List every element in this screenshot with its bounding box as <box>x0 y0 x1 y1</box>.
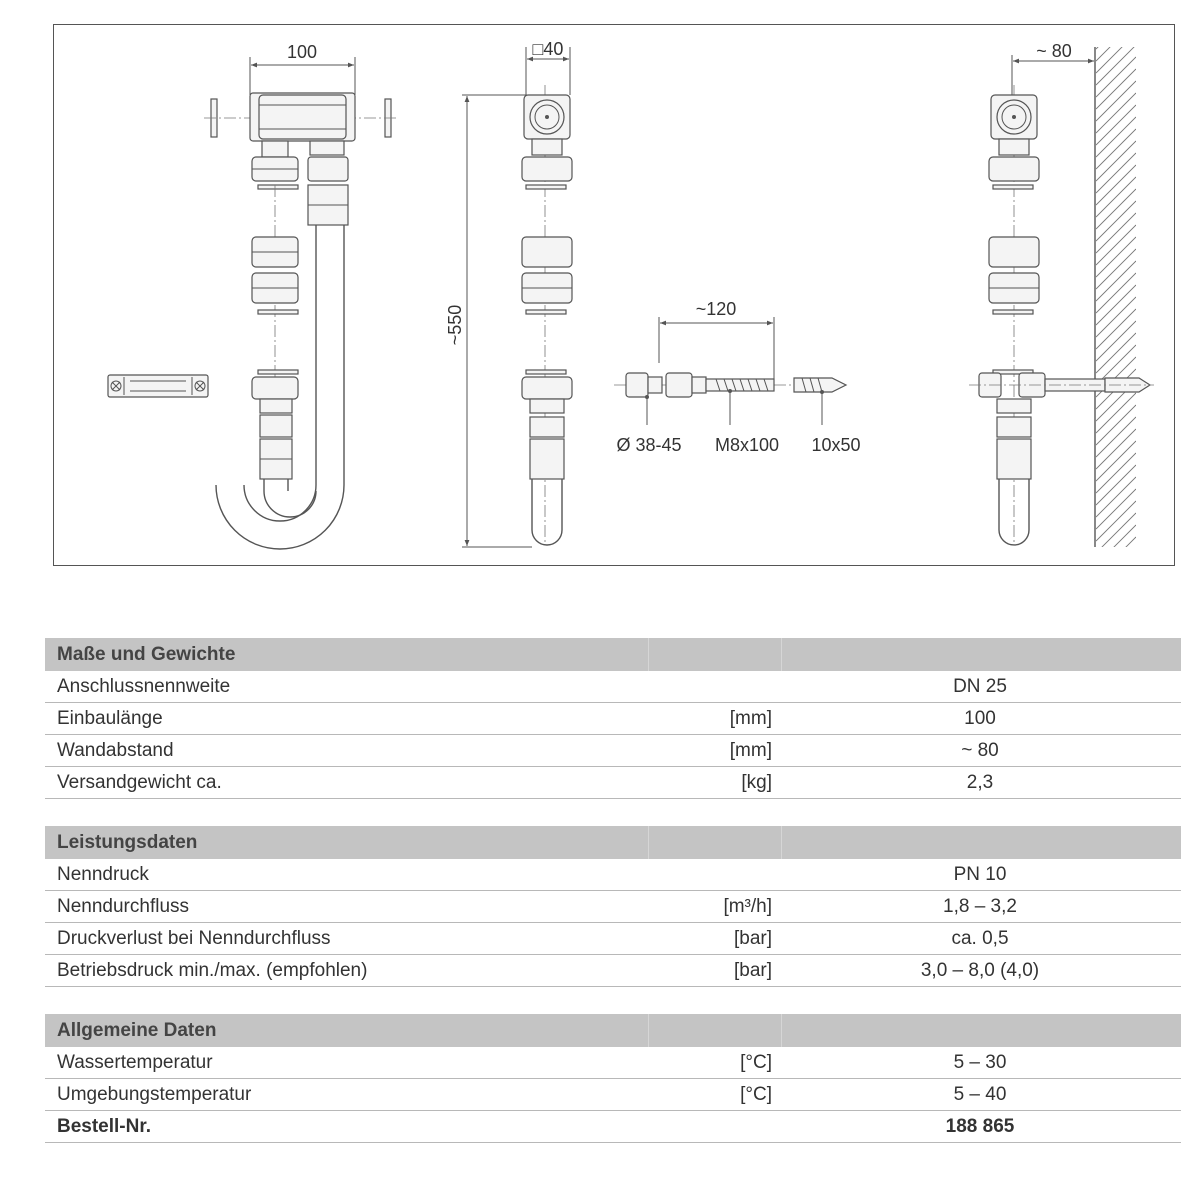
drawing-canvas <box>54 25 1176 567</box>
row-label: Bestell-Nr. <box>45 1111 648 1143</box>
row-label: Wandabstand <box>45 735 648 767</box>
row-label: Betriebsdruck min./max. (empfohlen) <box>45 955 648 987</box>
wall-view <box>969 25 1154 567</box>
row-unit: [m³/h] <box>648 891 781 923</box>
row-unit: [mm] <box>648 703 781 735</box>
table-row <box>45 1047 1181 1079</box>
header-cell <box>781 638 1181 671</box>
label-pipe-diameter: Ø 38-45 <box>616 435 682 455</box>
row-unit: [kg] <box>648 767 781 799</box>
row-value: ~ 80 <box>781 735 1181 767</box>
table-row <box>45 767 1181 799</box>
header-cell <box>781 826 1181 859</box>
row-label: Nenndruck <box>45 859 648 891</box>
dim-anchor-length: ~120 <box>695 299 737 319</box>
section-title: Leistungsdaten <box>45 826 648 859</box>
row-value: 2,3 <box>781 767 1181 799</box>
row-unit: [mm] <box>648 735 781 767</box>
header-cell <box>781 1014 1181 1047</box>
technical-drawing <box>53 24 1175 566</box>
row-value: 188 865 <box>781 1111 1181 1143</box>
table-row <box>45 891 1181 923</box>
table-row <box>45 671 1181 703</box>
row-unit: [bar] <box>648 955 781 987</box>
row-label: Anschlussnennweite <box>45 671 648 703</box>
table-row <box>45 703 1181 735</box>
row-unit: [°C] <box>648 1079 781 1111</box>
dim-total-height: ~550 <box>445 304 465 346</box>
row-label: Wassertemperatur <box>45 1047 648 1079</box>
row-label: Einbaulänge <box>45 703 648 735</box>
row-value: 5 – 40 <box>781 1079 1181 1111</box>
label-screw: M8x100 <box>714 435 780 455</box>
row-value: 3,0 – 8,0 (4,0) <box>781 955 1181 987</box>
row-unit <box>648 1111 781 1143</box>
table-row <box>45 923 1181 955</box>
table-row <box>45 735 1181 767</box>
front-view <box>204 42 399 549</box>
header-cell <box>648 1014 781 1047</box>
spec-table <box>45 638 1181 799</box>
row-value: DN 25 <box>781 671 1181 703</box>
spec-tables <box>45 638 1181 1170</box>
section-title: Maße und Gewichte <box>45 638 648 671</box>
anchor-set <box>614 299 861 455</box>
row-unit <box>648 859 781 891</box>
table-row <box>45 1111 1181 1143</box>
row-label: Versandgewicht ca. <box>45 767 648 799</box>
row-unit: [bar] <box>648 923 781 955</box>
dim-wall-distance: ~ 80 <box>1036 41 1072 61</box>
label-dowel: 10x50 <box>811 435 861 455</box>
row-value: ca. 0,5 <box>781 923 1181 955</box>
loose-part <box>108 375 208 397</box>
table-row <box>45 1079 1181 1111</box>
row-label: Umgebungstemperatur <box>45 1079 648 1111</box>
table-row <box>45 955 1181 987</box>
side-view <box>445 39 572 547</box>
spec-table <box>45 826 1181 987</box>
row-value: PN 10 <box>781 859 1181 891</box>
header-cell <box>648 826 781 859</box>
table-row <box>45 859 1181 891</box>
row-value: 100 <box>781 703 1181 735</box>
row-label: Druckverlust bei Nenndurchfluss <box>45 923 648 955</box>
row-value: 5 – 30 <box>781 1047 1181 1079</box>
dim-square-size: □40 <box>532 39 564 59</box>
spec-table <box>45 1014 1181 1143</box>
row-unit: [°C] <box>648 1047 781 1079</box>
row-label: Nenndurchfluss <box>45 891 648 923</box>
row-unit <box>648 671 781 703</box>
section-title: Allgemeine Daten <box>45 1014 648 1047</box>
header-cell <box>648 638 781 671</box>
row-value: 1,8 – 3,2 <box>781 891 1181 923</box>
dim-install-length: 100 <box>286 42 318 62</box>
